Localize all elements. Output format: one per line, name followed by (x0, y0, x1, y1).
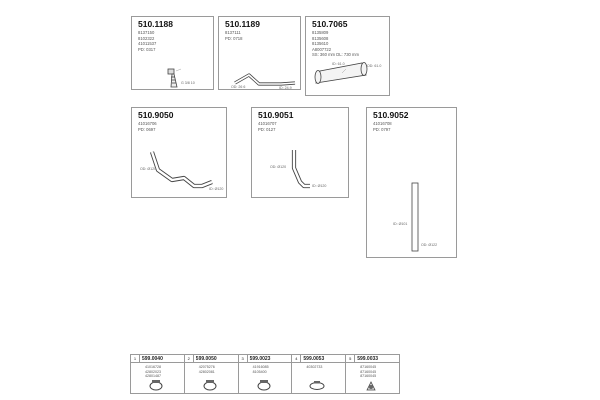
pipe-icon (235, 75, 295, 84)
ref: 42075276 (198, 365, 215, 369)
accessory-index: 4 (292, 355, 301, 363)
dimension-label: ID: Ø101 (393, 222, 408, 226)
accessory-cell (239, 355, 293, 393)
ref: 41916085 (252, 365, 269, 369)
ref: 41016707 (258, 121, 277, 126)
dimension-label: OD: 26 6 (231, 85, 246, 89)
ref: PD: 0127 (258, 126, 276, 132)
part-number: 510.9052 (373, 110, 409, 120)
pipe-icon (294, 150, 310, 186)
pipe-drawing (252, 108, 350, 199)
dimension-label: ID: Ø120 (209, 187, 224, 191)
accessory-refs (145, 365, 161, 379)
ref: 8135809 (312, 30, 329, 35)
dimension-label: OD: Ø120 (140, 167, 157, 171)
accessory-refs (306, 365, 322, 370)
accessories-strip (130, 354, 400, 394)
ref: A8007722 (312, 46, 332, 52)
accessory-cell (346, 355, 399, 393)
part-card-510-7065 (305, 16, 390, 96)
accessory-cell (185, 355, 239, 393)
muffler-drawing (306, 17, 391, 97)
accessory-index: 3 (239, 355, 248, 363)
bolt-icon (168, 69, 177, 87)
accessory-refs (360, 365, 376, 379)
ref: 8105400 (252, 369, 267, 374)
ref: 87160045 (360, 374, 377, 379)
pipe-drawing (219, 17, 302, 91)
accessory-cell (292, 355, 346, 393)
ref: SS: 360 mm DL: 730 mm (312, 52, 360, 58)
part-card-510-9051 (251, 107, 349, 198)
ref: 8137150 (138, 30, 155, 35)
ref: 41011537 (138, 41, 157, 47)
straight-pipe-icon (412, 183, 418, 251)
dimension-label: OD: Ø120 (270, 165, 287, 169)
part-number: 510.1188 (138, 19, 173, 29)
accessory-part-number: 599.0040 (142, 355, 163, 362)
ref: 41016728 (145, 365, 161, 369)
flat-clamp-icon (292, 378, 346, 392)
part-number: 510.9051 (258, 110, 294, 120)
pipe-drawing (132, 108, 228, 199)
accessory-cell (131, 355, 185, 393)
part-number: 510.9050 (138, 110, 174, 120)
accessory-refs (253, 365, 269, 374)
ref: 8135608 (312, 35, 329, 41)
dimension-label: G 3/8 10 (181, 81, 195, 85)
accessory-refs (199, 365, 215, 374)
accessory-index: 2 (185, 355, 194, 363)
accessory-part-number: 599.0023 (249, 355, 271, 362)
ref: PD: 0797 (373, 126, 391, 132)
ref: PD: 0697 (138, 126, 156, 132)
ref: 8102322 (138, 35, 155, 41)
ref: 42801487 (145, 374, 161, 379)
bolt-clamp-icon (346, 378, 400, 392)
pipe-icon (152, 152, 212, 186)
ref: 42802023 (145, 369, 161, 374)
part-card-510-9052 (366, 107, 457, 258)
ref: 42802081 (198, 369, 215, 374)
ref: PD: 0317 (138, 46, 156, 52)
part-card-510-1189 (218, 16, 301, 90)
accessory-index: 1 (131, 355, 140, 363)
accessory-part-number: 599.0033 (357, 355, 379, 362)
clamp-icon (239, 378, 293, 392)
ref: 41016708 (373, 121, 392, 126)
ref: 8135610 (312, 41, 329, 47)
part-number: 510.7065 (312, 19, 348, 29)
ref: PD: 0718 (225, 35, 243, 41)
clamp-icon (131, 378, 185, 392)
accessory-part-number: 599.0050 (195, 355, 217, 362)
part-card-510-1188 (131, 16, 214, 90)
ref: 87160045 (360, 369, 377, 374)
dimension-label: OD: 61.0 (367, 64, 382, 68)
bolt-drawing (132, 17, 215, 91)
accessory-part-number: 599.0053 (303, 355, 325, 362)
ref: 87160045 (360, 365, 377, 369)
dimension-label: ID: 61.0 (332, 62, 345, 66)
ref: 41016706 (138, 121, 157, 126)
part-card-510-9050 (131, 107, 227, 198)
ref: 8137111 (225, 30, 241, 35)
dimension-label: OD: Ø122 (421, 243, 438, 247)
clamp-icon (185, 378, 239, 392)
ref: 40302733 (306, 365, 323, 369)
accessory-index: 5 (346, 355, 355, 363)
dimension-label: ID: 24.9 (279, 86, 292, 90)
pipe-drawing (367, 108, 458, 259)
dimension-label: ID: Ø120 (312, 184, 327, 188)
part-number: 510.1189 (225, 19, 260, 29)
